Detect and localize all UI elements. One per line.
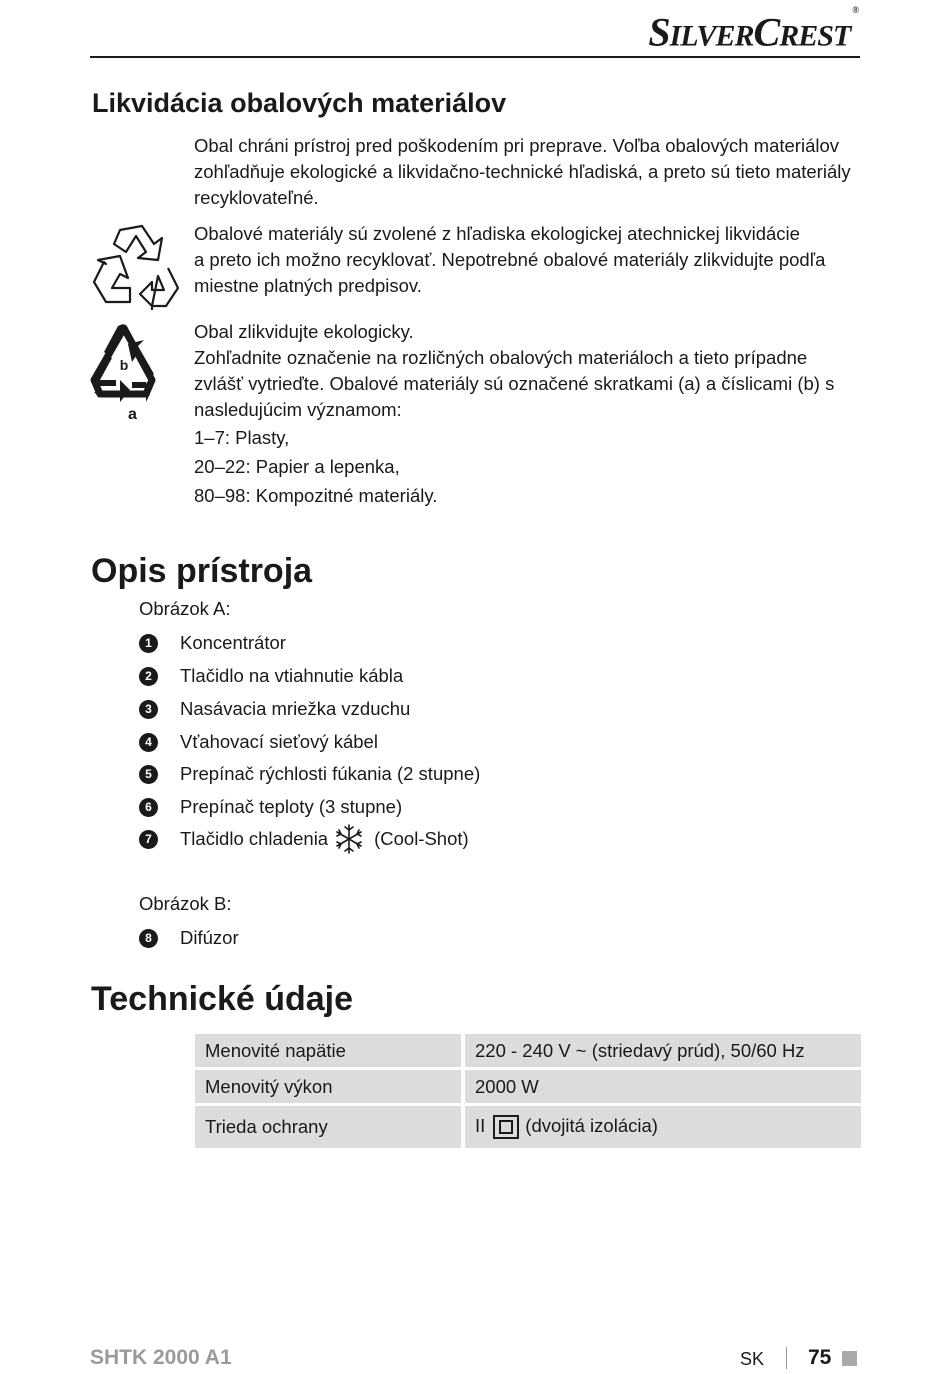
item-number: 7 — [139, 830, 158, 849]
item-label: Difúzor — [180, 927, 239, 948]
item-label: Koncentrátor — [180, 632, 286, 653]
footer-square — [842, 1351, 857, 1366]
triangle-label-b: b — [119, 357, 129, 373]
item-number: 3 — [139, 700, 158, 719]
item-number: 1 — [139, 634, 158, 653]
table-cell-value: 220 - 240 V ~ (striedavý prúd), 50/60 Hz — [461, 1034, 861, 1067]
list-item — [139, 761, 480, 787]
item-suffix: (Cool-Shot) — [374, 828, 469, 849]
recycle-icon — [90, 222, 182, 310]
technical-table — [195, 1031, 861, 1151]
packaging-heading: Likvidácia obalových materiálov — [92, 88, 507, 118]
item-label: Vťahovací sieťový kábel — [180, 731, 378, 752]
table-row — [195, 1034, 861, 1067]
technical-heading: Technické údaje — [91, 980, 354, 1018]
item-number: 2 — [139, 667, 158, 686]
list-item — [139, 630, 286, 656]
code-list-item: 80–98: Kompozitné materiály. — [194, 485, 438, 506]
recycling-code-icon — [88, 322, 158, 428]
table-cell-label: Menovité napätie — [195, 1034, 461, 1067]
double-insulation-icon — [493, 1115, 519, 1139]
table-cell-label: Menovitý výkon — [195, 1070, 461, 1103]
brand-logo: SILVERCREST® — [648, 5, 858, 55]
list-item — [139, 794, 402, 820]
item-number: 6 — [139, 798, 158, 817]
list-item — [139, 729, 378, 755]
item-label: Tlačidlo na vtiahnutie kábla — [180, 665, 404, 686]
figure-b-label: Obrázok B: — [139, 893, 232, 914]
packaging-paragraph-3: Obal zlikvidujte ekologicky. Zohľadnite označenie na rozličných obalových materiáloch a tieto prípadne zvlášť vytrieďte. Obalové materiály sú označené skratkami (a) a číslicami (b) s nasledujúcim významom: 1–7: Plasty, 20–22: Papier a lepenka, 80–98: Kompozitné materiály. — [194, 319, 864, 510]
description-heading: Opis prístroja — [91, 552, 313, 590]
list-item — [139, 663, 403, 689]
list-item — [139, 696, 410, 722]
footer-language: SK — [740, 1349, 765, 1369]
item-number: 5 — [139, 765, 158, 784]
table-row — [195, 1106, 861, 1148]
item-number: 8 — [139, 929, 158, 948]
table-cell-label: Trieda ochrany — [195, 1106, 461, 1148]
packaging-paragraph-2: Obalové materiály sú zvolené z hľadiska ekologickej atechnickej likvidácie a preto ich možno recyklovať. Nepotrebné obalové materiály zlikvidujte podľa miestne platných predpisov. — [194, 223, 826, 296]
snowflake-icon — [334, 824, 364, 854]
triangle-label-a: a — [128, 406, 137, 423]
page-number: 75 — [808, 1346, 832, 1369]
code-list-item: 1–7: Plasty, — [194, 427, 290, 448]
item-label: Prepínač rýchlosti fúkania (2 stupne) — [180, 763, 481, 784]
list-item — [139, 826, 469, 852]
table-cell-value — [461, 1106, 861, 1148]
table-row — [195, 1070, 861, 1103]
item-label: Prepínač teploty (3 stupne) — [180, 796, 403, 817]
footer-separator — [786, 1347, 787, 1369]
footer-model: SHTK 2000 A1 — [90, 1346, 232, 1369]
item-label: Nasávacia mriežka vzduchu — [180, 698, 411, 719]
protection-text: (dvojitá izolácia) — [525, 1114, 658, 1136]
list-item — [139, 925, 239, 951]
item-number: 4 — [139, 733, 158, 752]
packaging-paragraph-1: Obal chráni prístroj pred poškodením pri preprave. Voľba obalových materiálov zohľadňuje ekologické a likvidačno-technické hľadiská, a preto sú tieto materiály recyklovateľné. — [194, 135, 851, 208]
protection-class: II — [475, 1114, 486, 1136]
table-cell-value: 2000 W — [461, 1070, 861, 1103]
header-rule — [90, 56, 860, 58]
figure-a-label: Obrázok A: — [139, 598, 231, 619]
code-list-item: 20–22: Papier a lepenka, — [194, 456, 400, 477]
item-label: Tlačidlo chladenia — [180, 828, 329, 849]
